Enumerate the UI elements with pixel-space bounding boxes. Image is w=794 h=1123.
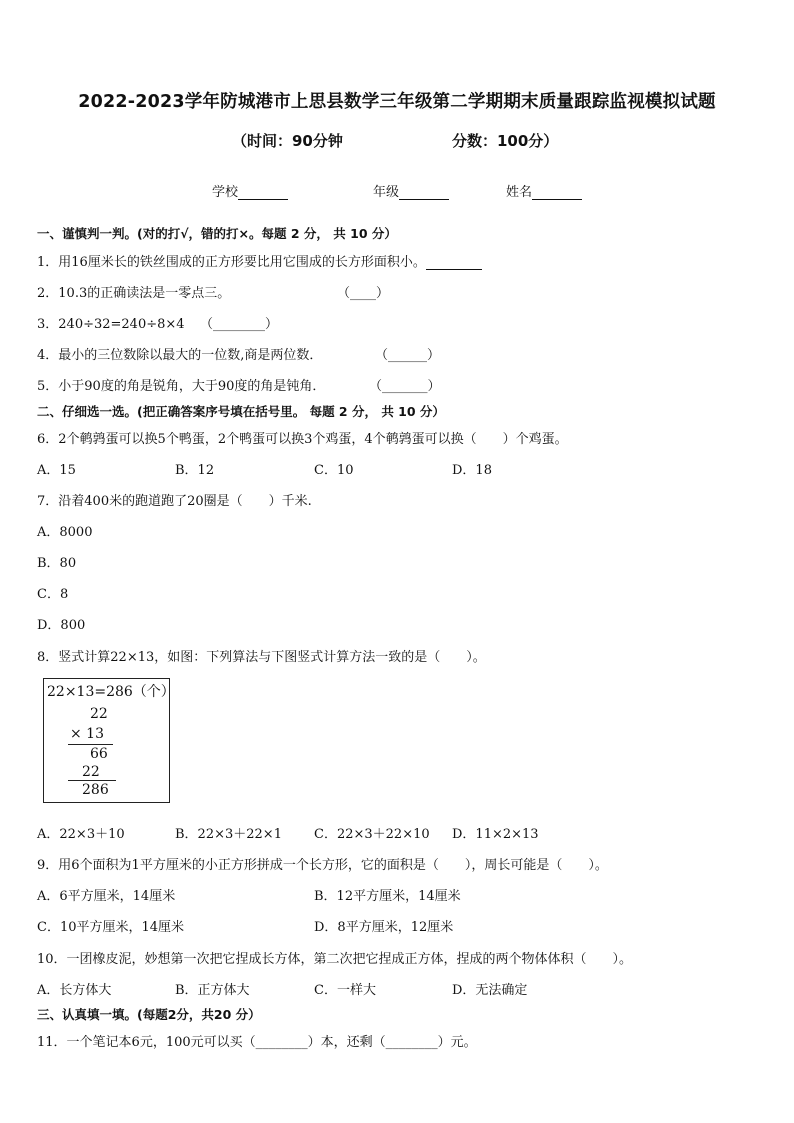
question-7-option-c: C．8 [37, 587, 69, 602]
question-5-answer: （_______） [369, 379, 441, 394]
school-label: 学校 [212, 185, 239, 200]
question-10-option-d: D．无法确定 [452, 983, 528, 998]
question-7-option-d: D．800 [37, 618, 86, 633]
question-8-option-d: D．11×2×13 [452, 827, 539, 842]
figure-line-1 [68, 744, 113, 745]
figure-multiplicand: 22 [90, 706, 108, 722]
question-9-option-b: B．12平方厘米，14厘米 [314, 889, 461, 904]
question-4-answer: （______） [375, 348, 441, 363]
question-2-text: 2．10.3的正确读法是一零点三。 [37, 286, 231, 301]
question-8-option-b: B．22×3＋22×1 [175, 827, 282, 842]
question-6-option-a: A．15 [37, 463, 76, 478]
name-field [506, 181, 582, 200]
school-field [212, 181, 288, 200]
question-3 [37, 313, 185, 332]
section1-heading: 一、谨慎判一判。(对的打√，错的打×。每题 2 分， 共 10 分） [37, 226, 397, 241]
figure-result: 286 [82, 782, 109, 798]
question-6-option-d: D．18 [452, 463, 492, 478]
question-9-option-d: D．8平方厘米，12厘米 [314, 920, 454, 935]
question-9-option-c: C．10平方厘米，14厘米 [37, 920, 185, 935]
question-7: 7．沿着400米的跑道跑了20圈是（ ）千米. [37, 494, 312, 509]
vertical-multiplication-figure [43, 678, 175, 803]
question-3-answer: （________） [200, 317, 279, 332]
exam-title: 2022-2023学年防城港市上思县数学三年级第二学期期末质量跟踪监视模拟试题 [78, 92, 716, 112]
grade-field [373, 181, 449, 200]
question-8-option-a: A．22×3＋10 [37, 827, 125, 842]
question-10-option-b: B．正方体大 [175, 983, 250, 998]
question-3-text: 3．240÷32=240÷8×4 [37, 317, 185, 332]
question-4 [37, 344, 322, 363]
question-8: 8．竖式计算22×13，如图：下列算法与下图竖式计算方法一致的是（ ）。 [37, 650, 486, 665]
figure-equation: 22×13=286（个） [47, 684, 175, 700]
section2-heading: 二、仔细选一选。(把正确答案序号填在括号里。 每题 2 分， 共 10 分） [37, 404, 445, 419]
figure-line-2 [68, 780, 116, 781]
grade-blank [399, 185, 449, 200]
question-5-text: 5．小于90度的角是锐角，大于90度的角是钝角． [37, 379, 326, 394]
exam-score: 分数：100分） [452, 132, 559, 150]
question-1-blank [426, 255, 482, 270]
question-9: 9．用6个面积为1平方厘米的小正方形拼成一个长方形，它的面积是（ ），周长可能是（ ）。 [37, 858, 608, 873]
section3-heading: 三、认真填一填。(每题2分，共20 分） [37, 1007, 261, 1022]
question-1 [37, 251, 482, 270]
question-10-option-c: C．一样大 [314, 983, 376, 998]
question-7-option-b: B．80 [37, 556, 77, 571]
question-11: 11．一个笔记本6元，100元可以买（________）本，还剩（________）元。 [37, 1035, 477, 1050]
question-10-option-a: A．长方体大 [37, 983, 112, 998]
question-6-option-b: B．12 [175, 463, 215, 478]
figure-partial-2: 22 [82, 764, 100, 780]
figure-partial-1: 66 [90, 746, 108, 762]
question-2-answer: （____） [337, 286, 390, 301]
question-2 [37, 282, 230, 301]
school-blank [238, 185, 288, 200]
question-6: 6．2个鹌鹑蛋可以换5个鸭蛋，2个鸭蛋可以换3个鸡蛋，4个鹌鹑蛋可以换（ ）个鸡蛋。 [37, 432, 568, 447]
question-7-option-a: A．8000 [37, 525, 93, 540]
question-4-text: 4．最小的三位数除以最大的一位数,商是两位数． [37, 348, 323, 363]
grade-label: 年级 [373, 185, 400, 200]
question-9-option-a: A．6平方厘米，14厘米 [37, 889, 176, 904]
name-blank [532, 185, 582, 200]
figure-multiplier: × 13 [70, 726, 104, 742]
question-5 [37, 375, 325, 394]
name-label: 姓名 [506, 185, 533, 200]
question-8-option-c: C．22×3＋22×10 [314, 827, 430, 842]
exam-time: （时间：90分钟 [232, 132, 343, 150]
question-10: 10．一团橡皮泥，妙想第一次把它捏成长方体，第二次把它捏成正方体，捏成的两个物体体积（ ）。 [37, 952, 633, 967]
question-1-text: 1．用16厘米长的铁丝围成的正方形要比用它围成的长方形面积小。 [37, 255, 426, 270]
question-6-option-c: C．10 [314, 463, 354, 478]
